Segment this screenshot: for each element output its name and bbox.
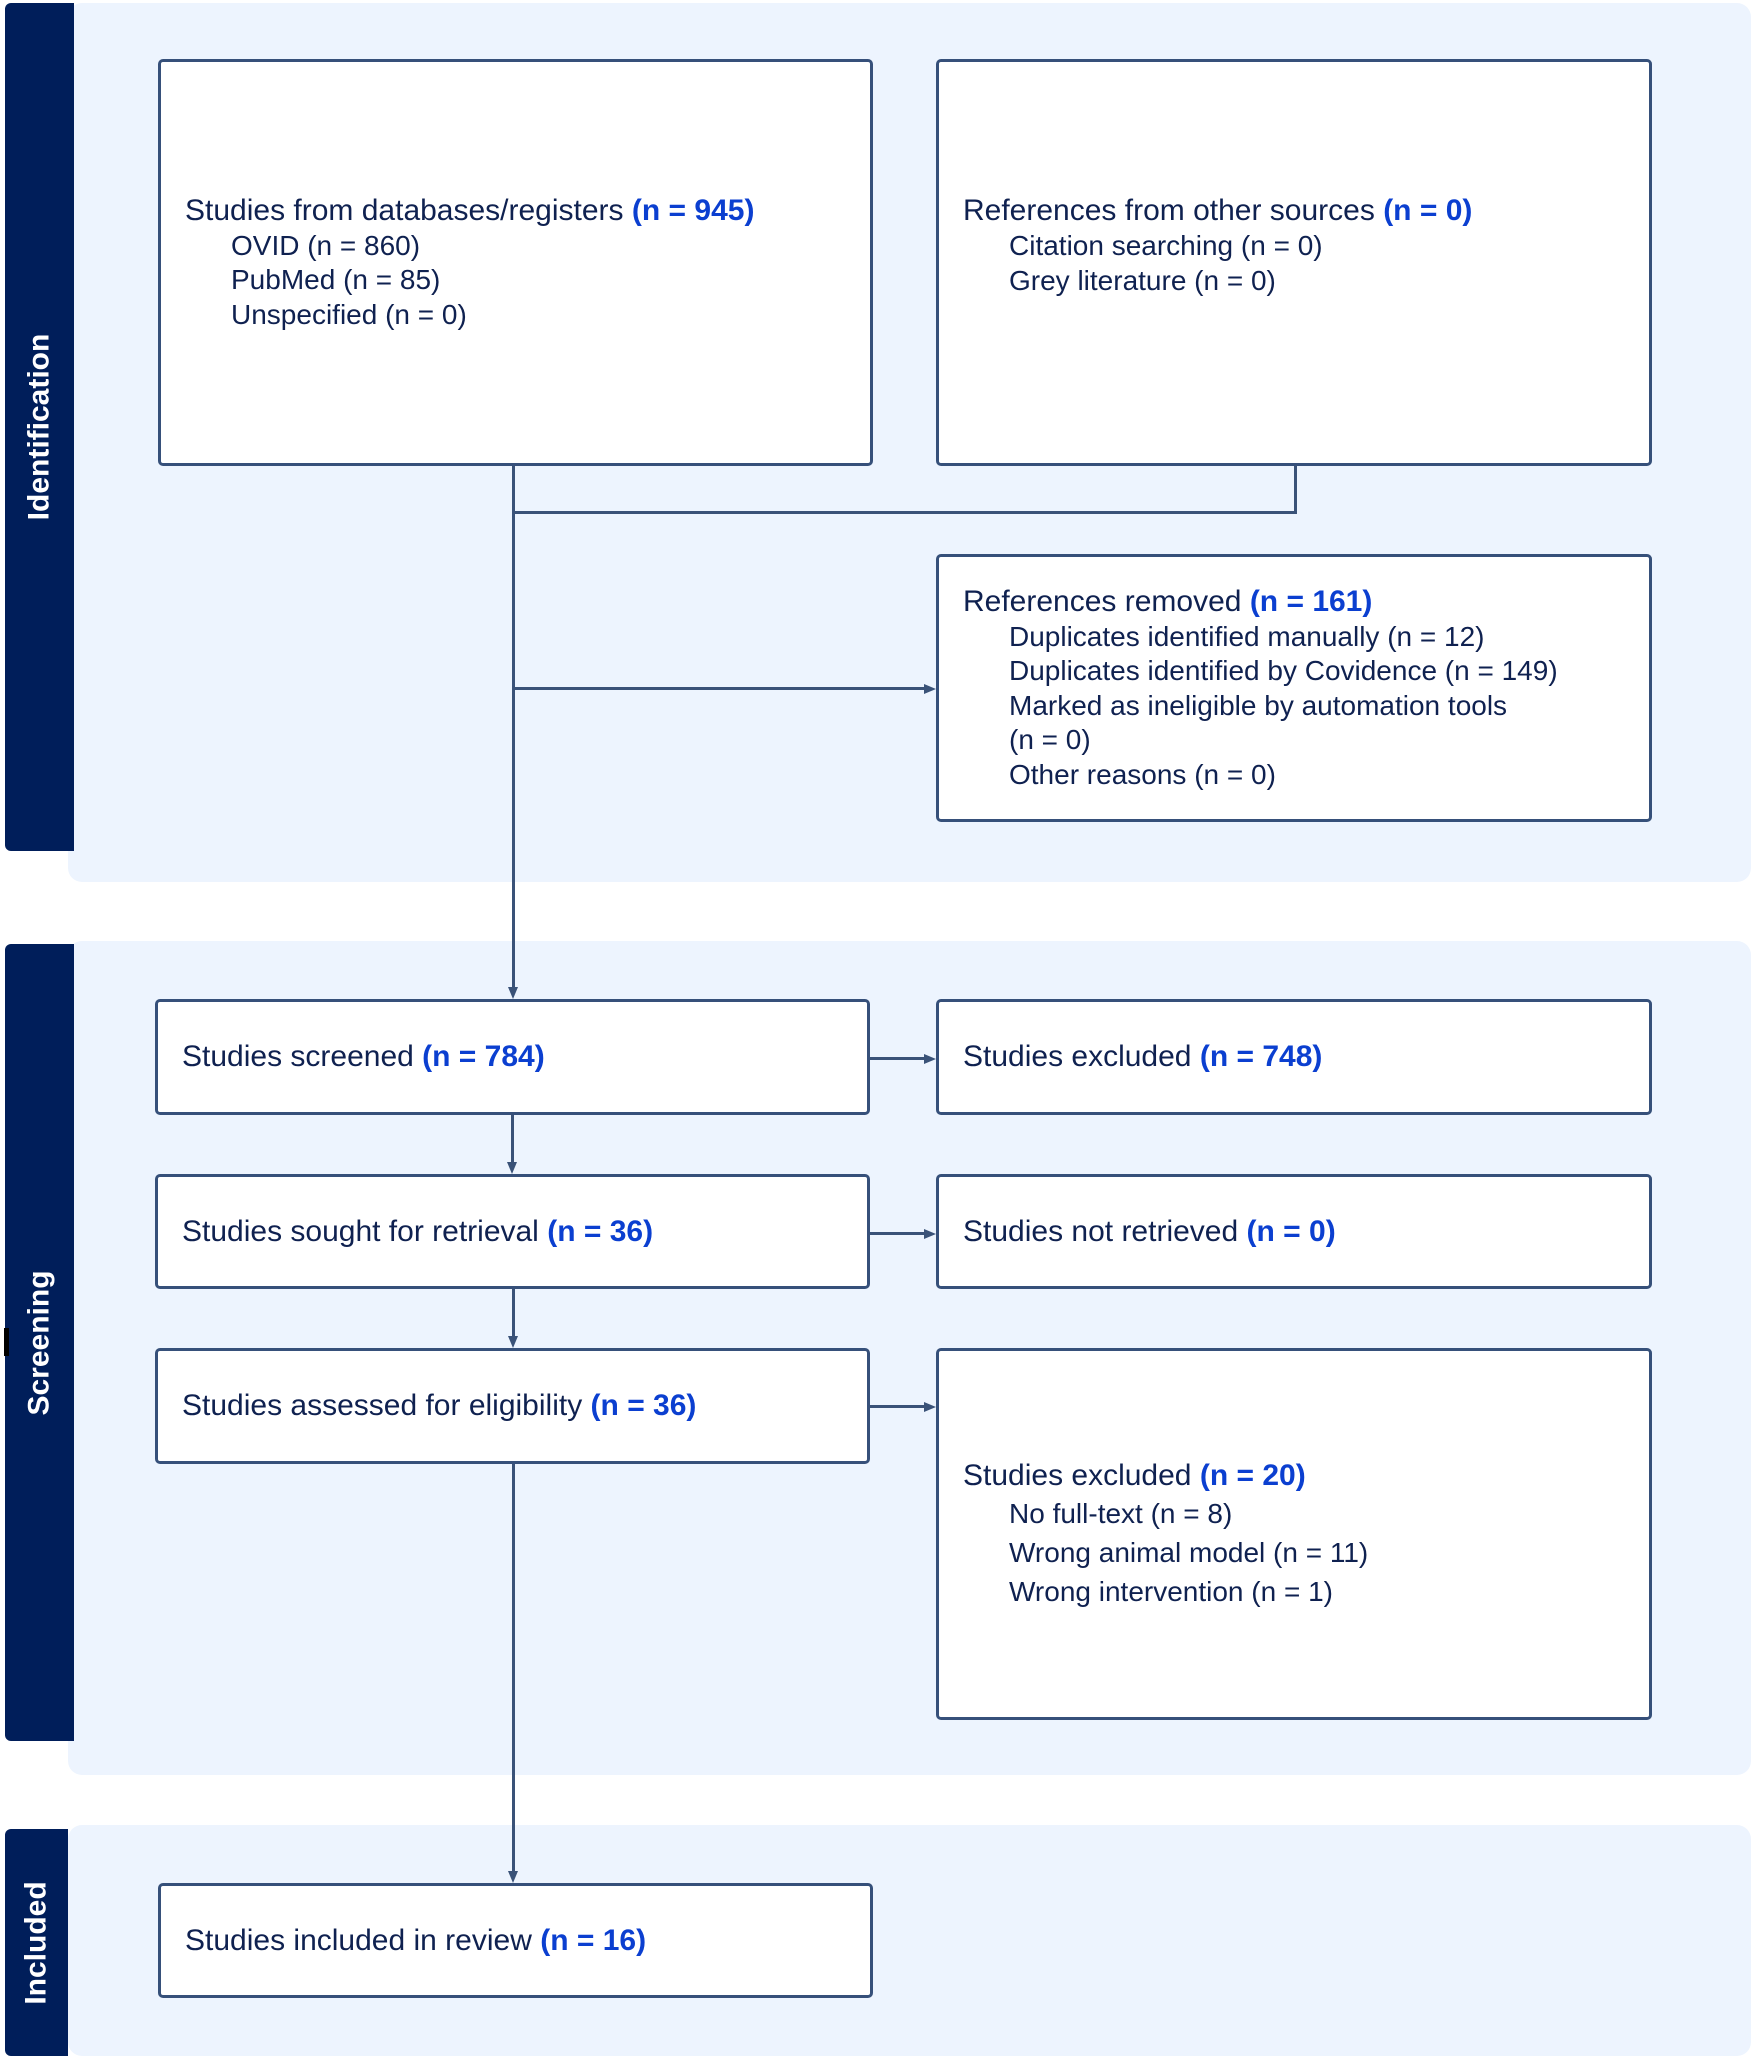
phase-label-included bbox=[5, 1829, 68, 2056]
other-item-citation: Citation searching (n = 0) bbox=[1009, 230, 1323, 261]
other-item-grey: Grey literature (n = 0) bbox=[1009, 264, 1276, 296]
excluded-reason-animal-model: Wrong animal model (n = 11) bbox=[1009, 1536, 1369, 1568]
included-count: (n = 16) bbox=[540, 1923, 647, 1957]
phase-identification-text: Identification bbox=[22, 333, 56, 521]
connector-assessed-included bbox=[512, 1464, 515, 1871]
arrow-to-assessed bbox=[508, 1336, 518, 1348]
arrow-to-not-retrieved bbox=[924, 1229, 936, 1239]
phase-screening-text: Screening bbox=[22, 1269, 56, 1416]
excluded-reason-intervention: Wrong intervention (n = 1) bbox=[1009, 1575, 1333, 1607]
included-title bbox=[185, 1923, 870, 1959]
other-sources-title bbox=[963, 193, 1649, 229]
box-references-removed bbox=[936, 554, 1652, 822]
phase-label-screening bbox=[5, 944, 74, 1741]
databases-item-ovid: OVID (n = 860) bbox=[231, 229, 421, 261]
box-studies-included bbox=[158, 1883, 873, 1998]
sought-title-text: Studies sought for retrieval bbox=[182, 1214, 539, 1248]
assessed-count: (n = 36) bbox=[590, 1389, 697, 1422]
excluded-reason-no-fulltext: No full-text (n = 8) bbox=[1009, 1497, 1233, 1529]
phase-label-identification bbox=[5, 3, 74, 851]
box-studies-assessed bbox=[155, 1348, 870, 1464]
excluded-title bbox=[963, 1039, 1649, 1075]
arrow-to-excluded-full bbox=[924, 1402, 936, 1412]
excluded-title-text: Studies excluded bbox=[963, 1040, 1192, 1073]
screened-title bbox=[182, 1039, 867, 1075]
arrow-to-excluded bbox=[924, 1054, 936, 1064]
connector-sought-notretrieved bbox=[870, 1232, 924, 1235]
connector-main-vertical-1 bbox=[512, 466, 515, 987]
screened-title-text: Studies screened bbox=[182, 1040, 414, 1073]
excluded-full-count: (n = 20) bbox=[1199, 1458, 1306, 1492]
assessed-title-text: Studies assessed for eligibility bbox=[182, 1389, 583, 1422]
connector-assessed-excluded bbox=[870, 1405, 924, 1408]
box-studies-screened bbox=[155, 999, 870, 1115]
removed-count: (n = 161) bbox=[1249, 584, 1373, 618]
sought-count: (n = 36) bbox=[547, 1214, 654, 1248]
connector-screened-excluded bbox=[870, 1057, 924, 1060]
arrow-to-screened bbox=[508, 987, 518, 999]
arrow-to-included bbox=[508, 1871, 518, 1883]
connector-sought-assessed bbox=[512, 1289, 515, 1336]
excluded-full-title bbox=[963, 1458, 1649, 1494]
excluded-full-title-text: Studies excluded bbox=[963, 1458, 1192, 1492]
other-sources-title-text: References from other sources bbox=[963, 194, 1375, 227]
phase-included-text: Included bbox=[19, 1880, 53, 2005]
box-studies-not-retrieved bbox=[936, 1174, 1652, 1289]
arrow-to-sought bbox=[507, 1162, 517, 1174]
not-retrieved-title bbox=[963, 1214, 1649, 1250]
removed-item-covidence: Duplicates identified by Covidence (n = 149) bbox=[1009, 655, 1558, 687]
databases-item-pubmed: PubMed (n = 85) bbox=[231, 264, 441, 296]
box-other-sources bbox=[936, 59, 1652, 466]
removed-item-automation-count: (n = 0) bbox=[1009, 724, 1091, 756]
removed-item-manual: Duplicates identified manually (n = 12) bbox=[1009, 620, 1485, 652]
databases-item-unspecified: Unspecified (n = 0) bbox=[231, 298, 467, 330]
box-studies-excluded bbox=[936, 999, 1652, 1115]
other-sources-count: (n = 0) bbox=[1383, 194, 1473, 227]
assessed-title bbox=[182, 1388, 867, 1424]
screened-count: (n = 784) bbox=[422, 1040, 545, 1073]
not-retrieved-title-text: Studies not retrieved bbox=[963, 1214, 1239, 1248]
box-studies-sought bbox=[155, 1174, 870, 1289]
removed-title bbox=[963, 584, 1649, 620]
edge-tick-mark bbox=[4, 1328, 9, 1356]
connector-other-down bbox=[1294, 466, 1297, 514]
databases-title-text: Studies from databases/registers bbox=[185, 193, 624, 227]
excluded-count: (n = 748) bbox=[1199, 1040, 1323, 1073]
removed-item-other: Other reasons (n = 0) bbox=[1009, 758, 1276, 790]
databases-count: (n = 945) bbox=[631, 193, 755, 227]
box-databases-registers bbox=[158, 59, 873, 466]
box-studies-excluded-fulltext bbox=[936, 1348, 1652, 1720]
connector-other-join bbox=[512, 511, 1297, 514]
connector-screened-sought bbox=[511, 1115, 514, 1162]
connector-to-removed bbox=[512, 687, 924, 690]
included-title-text: Studies included in review bbox=[185, 1923, 532, 1957]
arrow-to-removed bbox=[924, 684, 936, 694]
databases-title bbox=[185, 193, 870, 229]
removed-item-automation: Marked as ineligible by automation tools bbox=[1009, 689, 1508, 721]
sought-title bbox=[182, 1214, 867, 1250]
removed-title-text: References removed bbox=[963, 584, 1242, 618]
not-retrieved-count: (n = 0) bbox=[1246, 1214, 1336, 1248]
